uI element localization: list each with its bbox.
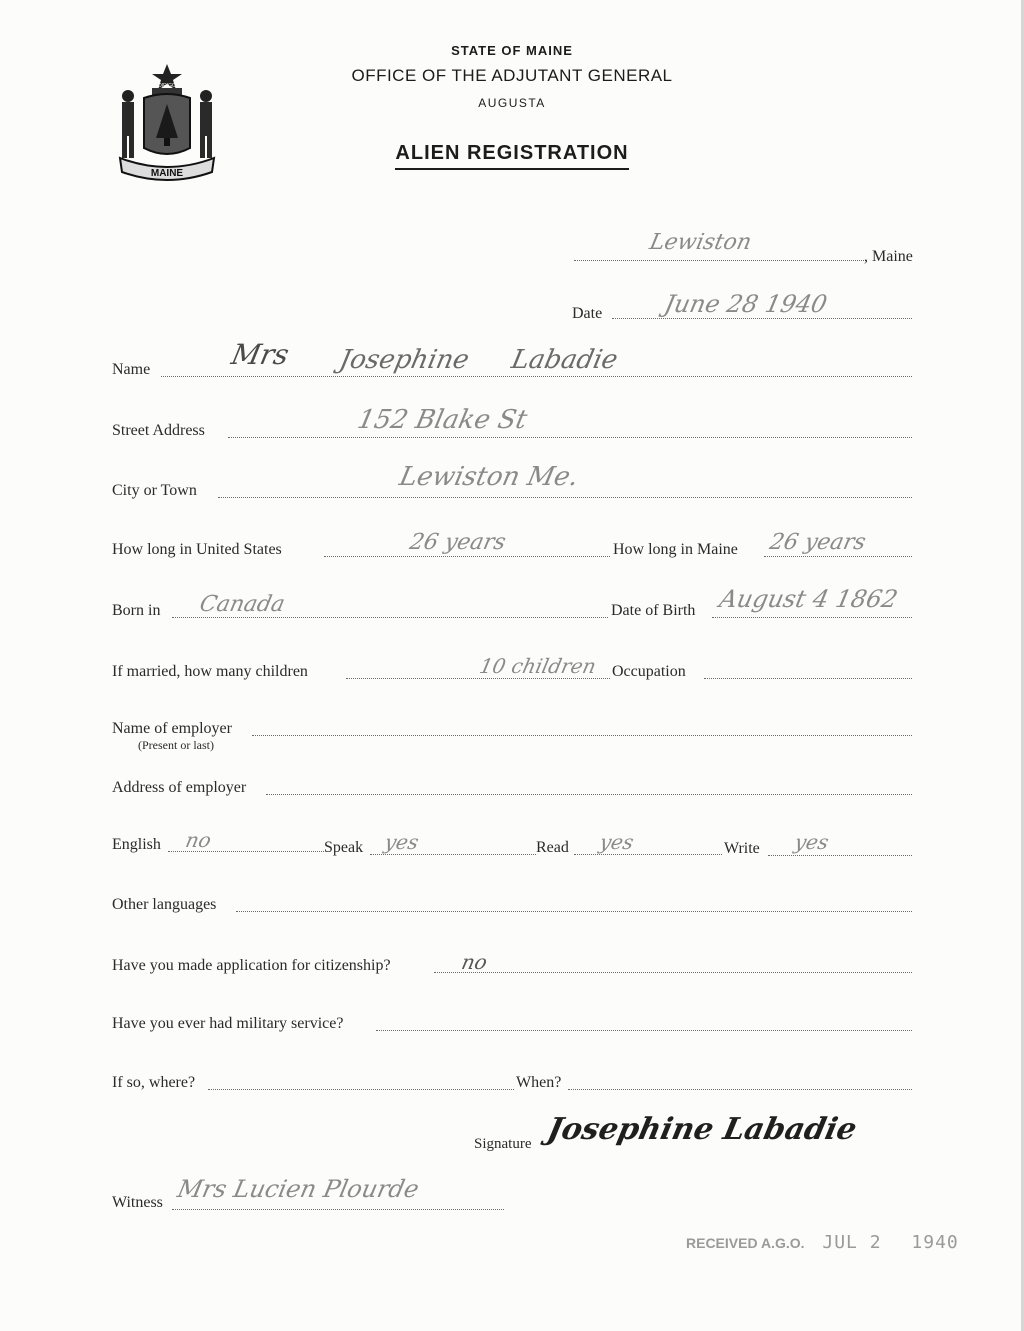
form-title-text: ALIEN REGISTRATION [395, 142, 628, 170]
street-line [228, 437, 912, 438]
street-label: Street Address [112, 422, 205, 439]
form-title [300, 142, 724, 170]
street-value[interactable]: 152 Blake St [354, 405, 530, 435]
name-label: Name [112, 361, 151, 378]
military-label: Have you ever had military service? [112, 1015, 344, 1032]
name-title-value[interactable]: Mrs [228, 338, 292, 371]
speak-value[interactable]: yes [382, 830, 421, 854]
english-label: English [112, 836, 161, 853]
city-label: City or Town [112, 482, 197, 499]
occupation-label: Occupation [612, 663, 686, 680]
occupation-line [704, 678, 912, 679]
citizenship-label: Have you made application for citizenship? [112, 957, 391, 974]
read-label: Read [536, 839, 569, 856]
born-line [172, 617, 608, 618]
name-first-value[interactable]: Josephine [336, 345, 472, 375]
us-duration-line [324, 556, 610, 557]
born-label: Born in [112, 602, 161, 619]
when-label: When? [516, 1074, 562, 1091]
state-heading: STATE OF MAINE [451, 43, 573, 58]
where-line [208, 1089, 514, 1090]
employer-line [252, 735, 912, 736]
witness-line [172, 1209, 504, 1210]
speak-line [370, 854, 536, 855]
city-heading: AUGUSTA [478, 96, 546, 110]
signature-label: Signature [474, 1136, 532, 1152]
employer-sublabel: (Present or last) [138, 738, 214, 752]
date-line [612, 318, 912, 319]
us-duration-value[interactable]: 26 years [407, 530, 509, 555]
date-value[interactable]: June 28 1940 [662, 290, 830, 318]
maine-state-seal [112, 58, 222, 188]
witness-label: Witness [112, 1194, 163, 1211]
employer-address-line [266, 794, 912, 795]
stamp-date: JUL 2 [822, 1232, 882, 1253]
dob-label: Date of Birth [611, 602, 696, 619]
when-line [568, 1089, 912, 1090]
seal-motto: DIRIGO [158, 83, 176, 89]
read-line [574, 854, 722, 855]
military-line [376, 1030, 912, 1031]
write-label: Write [724, 840, 760, 857]
dob-line [712, 617, 912, 618]
us-duration-label: How long in United States [112, 541, 282, 558]
stamp-year: 1940 [911, 1232, 959, 1253]
received-stamp [686, 1232, 959, 1253]
other-languages-label: Other languages [112, 896, 217, 913]
name-last-value[interactable]: Labadie [508, 345, 621, 375]
write-line [768, 855, 912, 856]
read-value[interactable]: yes [597, 830, 636, 854]
other-languages-line [236, 911, 912, 912]
witness-value[interactable]: Mrs Lucien Plourde [175, 1175, 422, 1203]
write-value[interactable]: yes [792, 830, 831, 854]
place-value[interactable]: Lewiston [647, 230, 754, 255]
employer-address-label: Address of employer [112, 779, 247, 796]
employer-label: Name of employer [112, 720, 232, 737]
children-label: If married, how many children [112, 663, 308, 680]
seal-label: MAINE [150, 168, 184, 179]
english-value[interactable]: no [183, 828, 214, 852]
office-heading: OFFICE OF THE ADJUTANT GENERAL [351, 66, 673, 85]
maine-duration-label: How long in Maine [613, 541, 738, 558]
citizenship-line [434, 972, 912, 973]
city-line [218, 497, 912, 498]
date-label: Date [572, 305, 603, 322]
where-label: If so, where? [112, 1074, 196, 1091]
children-value[interactable]: 10 children [477, 654, 599, 678]
dob-value[interactable]: August 4 1862 [717, 585, 901, 613]
maine-duration-line [764, 556, 912, 557]
speak-label: Speak [324, 839, 364, 856]
maine-duration-value[interactable]: 26 years [767, 530, 869, 555]
stamp-received: RECEIVED A.G.O. [686, 1235, 805, 1251]
citizenship-value[interactable]: no [459, 950, 490, 974]
place-line [574, 260, 864, 261]
place-suffix-label: , Maine [864, 248, 913, 265]
children-line [346, 678, 610, 679]
born-value[interactable]: Canada [197, 592, 288, 617]
name-line [161, 376, 912, 377]
city-value[interactable]: Lewiston Me. [396, 462, 582, 492]
signature-value[interactable]: Josephine Labadie [544, 1112, 860, 1147]
